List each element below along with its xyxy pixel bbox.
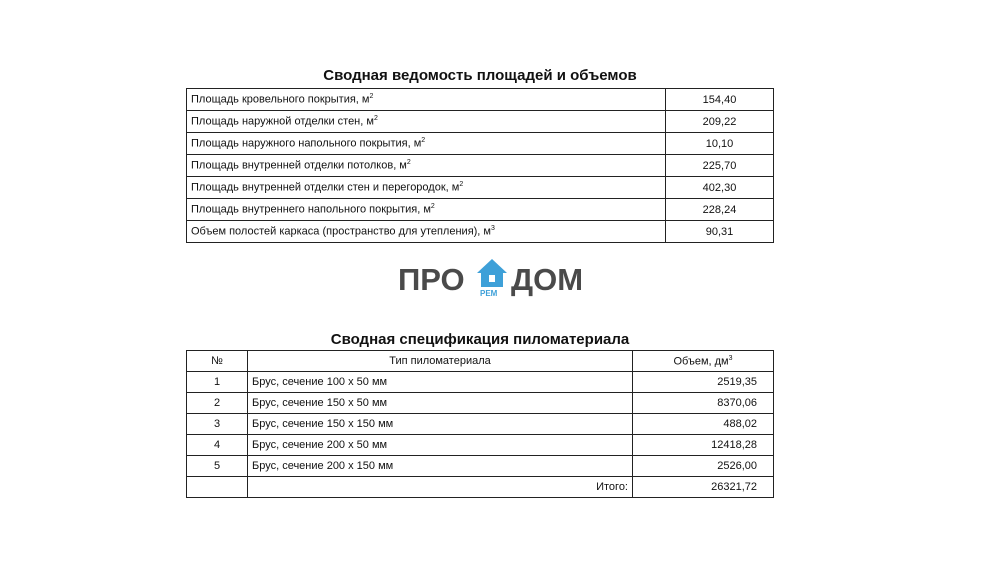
- total-label: Итого:: [248, 477, 633, 498]
- logo-right-text: ДОМ: [511, 262, 584, 297]
- row-volume: 2519,35: [633, 372, 774, 393]
- row-volume: 488,02: [633, 414, 774, 435]
- row-value: 209,22: [666, 111, 774, 133]
- row-type: Брус, сечение 200 х 150 мм: [248, 456, 633, 477]
- row-num: 2: [187, 393, 248, 414]
- prodom-logo: [398, 258, 602, 302]
- logo-left-text: ПРО: [398, 262, 465, 297]
- table-row: [187, 435, 774, 456]
- table-row: [187, 414, 774, 435]
- row-label: Площадь наружного напольного покрытия, $м^2$: [187, 133, 666, 155]
- total-row: [187, 477, 774, 498]
- table-row: [187, 372, 774, 393]
- row-value: 154,40: [666, 89, 774, 111]
- row-value: 228,24: [666, 199, 774, 221]
- areas-table: [186, 88, 774, 243]
- row-value: 10,10: [666, 133, 774, 155]
- logo-sub-text: РЕМ: [480, 289, 498, 298]
- table-row: [187, 456, 774, 477]
- areas-table-title: Сводная ведомость площадей и объемов: [323, 67, 637, 84]
- row-volume: 2526,00: [633, 456, 774, 477]
- table-row: [187, 177, 774, 199]
- spec-table: [186, 350, 774, 498]
- row-type: Брус, сечение 100 х 50 мм: [248, 372, 633, 393]
- table-header-row: [187, 351, 774, 372]
- row-label: Площадь внутренней отделки потолков, $м^2$: [187, 155, 666, 177]
- spec-table-title: Сводная спецификация пиломатериала: [330, 331, 630, 348]
- row-volume: 12418,28: [633, 435, 774, 456]
- table-row: [187, 89, 774, 111]
- row-type: Брус, сечение 150 х 50 мм: [248, 393, 633, 414]
- header-num: №: [187, 351, 248, 372]
- row-label: Объем полостей каркаса (пространство для утепления), $м^3$: [187, 221, 666, 243]
- row-num: 5: [187, 456, 248, 477]
- total-value: 26321,72: [633, 477, 774, 498]
- header-volume: Объем, $дм^3$: [633, 351, 774, 372]
- row-num: 1: [187, 372, 248, 393]
- row-num: 3: [187, 414, 248, 435]
- row-volume: 8370,06: [633, 393, 774, 414]
- row-label: Площадь наружной отделки стен, $м^2$: [187, 111, 666, 133]
- table-row: [187, 111, 774, 133]
- table-row: [187, 133, 774, 155]
- row-type: Брус, сечение 150 х 150 мм: [248, 414, 633, 435]
- row-type: Брус, сечение 200 х 50 мм: [248, 435, 633, 456]
- table-row: [187, 393, 774, 414]
- header-type: Тип пиломатериала: [248, 351, 633, 372]
- row-label: Площадь кровельного покрытия, $м^2$: [187, 89, 666, 111]
- row-value: 90,31: [666, 221, 774, 243]
- total-empty-cell: [187, 477, 248, 498]
- house-icon: [476, 258, 508, 288]
- row-value: 225,70: [666, 155, 774, 177]
- row-num: 4: [187, 435, 248, 456]
- table-row: [187, 155, 774, 177]
- row-value: 402,30: [666, 177, 774, 199]
- row-label: Площадь внутренней отделки стен и перегородок, $м^2$: [187, 177, 666, 199]
- table-row: [187, 221, 774, 243]
- table-row: [187, 199, 774, 221]
- row-label: Площадь внутреннего напольного покрытия, $м^2$: [187, 199, 666, 221]
